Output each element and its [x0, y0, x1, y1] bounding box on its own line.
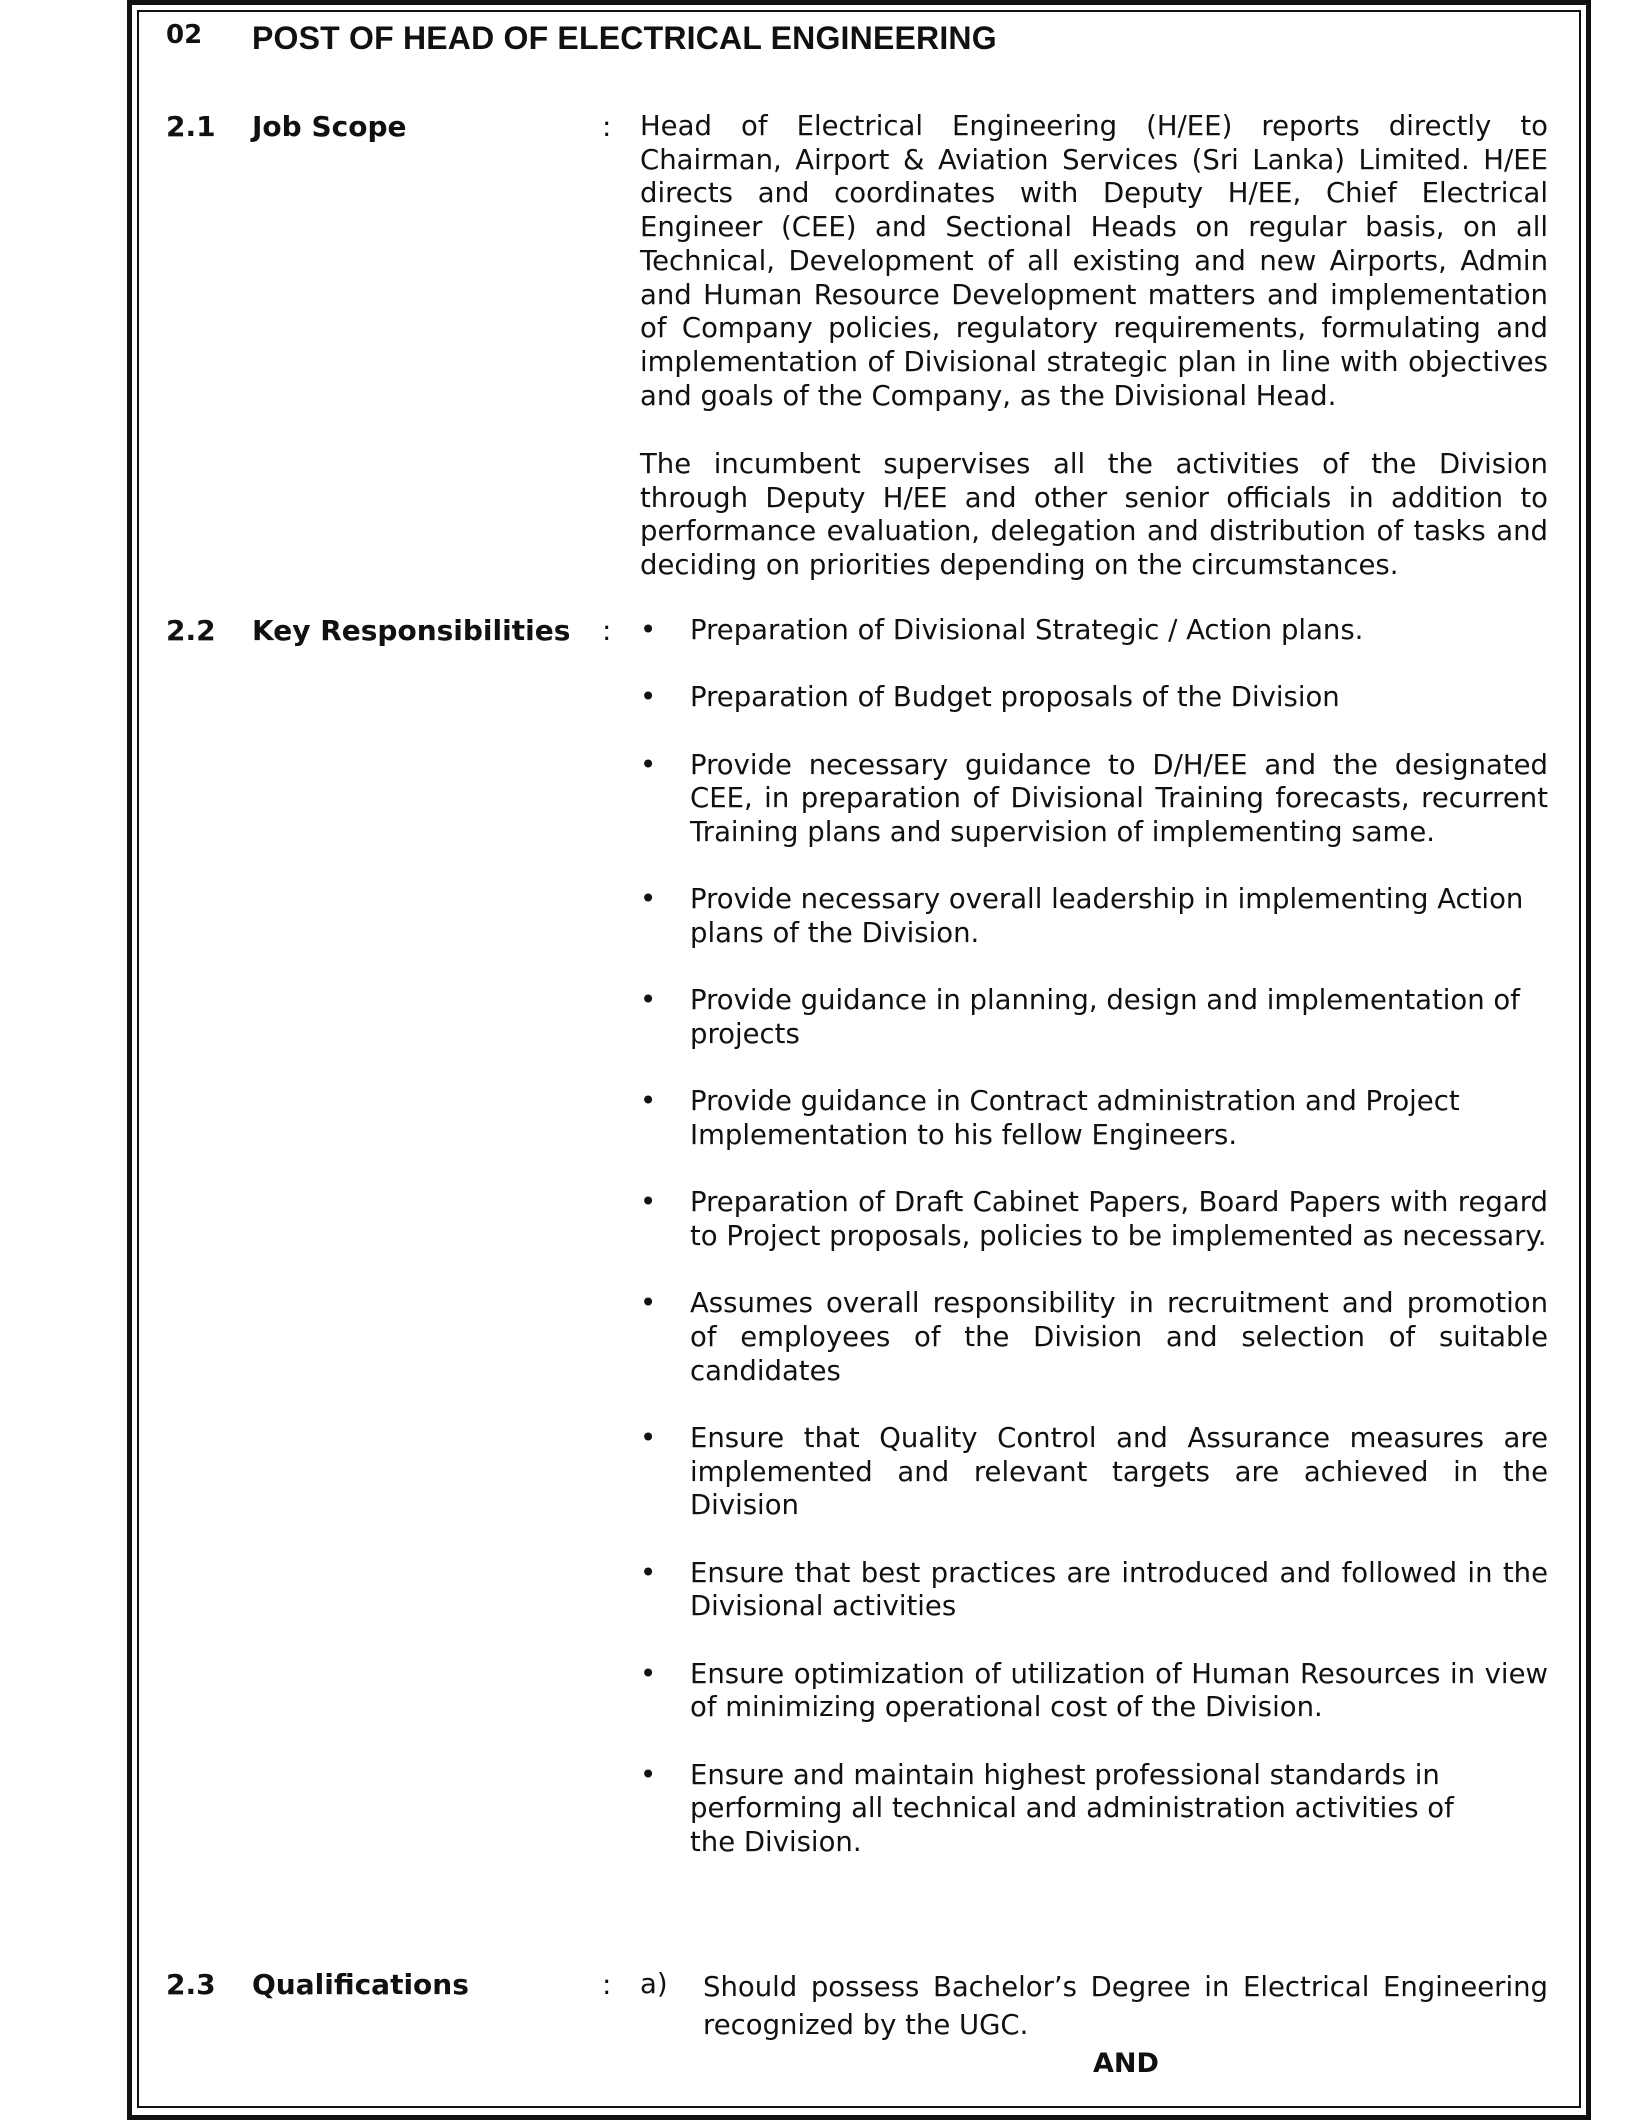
list-item-text: Ensure and maintain highest professional standards in performing all technical and administration activities of the Division. — [690, 1758, 1454, 1859]
list-item — [640, 1658, 1548, 1725]
post-number: 02 — [166, 20, 203, 50]
section-number-job-scope: 2.1 — [166, 110, 216, 143]
list-item — [640, 614, 1548, 648]
bullet-icon: • — [640, 681, 657, 714]
section-number-qualifications: 2.3 — [166, 1968, 216, 2001]
list-item-text: Ensure that best practices are introduced and followed in the Divisional activities — [690, 1556, 1548, 1623]
list-item — [640, 681, 1548, 715]
list-item-text: Preparation of Draft Cabinet Papers, Board Papers with regard to Project proposals, policies to be implemented as necessary. — [690, 1186, 1548, 1252]
section-colon: : — [602, 614, 612, 647]
list-item-text: Provide necessary guidance to D/H/EE and the designated CEE, in preparation of Divisional Training forecasts, recurrent Training plans and supervision of implementing same. — [690, 748, 1548, 848]
bullet-icon: • — [640, 1556, 657, 1589]
bullet-icon: • — [640, 1085, 657, 1118]
list-item — [640, 1759, 1548, 1860]
list-item-text: Ensure that Quality Control and Assurance measures are implemented and relevant targets are achieved in the Division — [690, 1422, 1548, 1522]
qualification-letter: a) — [640, 1968, 668, 2000]
section-label-job-scope: Job Scope — [252, 110, 407, 143]
list-item-text: Provide necessary overall leadership in implementing Action plans of the Division. — [690, 883, 1524, 949]
list-item — [640, 1085, 1548, 1152]
job-scope-paragraph-2: The incumbent supervises all the activities of the Division through Deputy H/EE and other senior officials in addition to performance evaluation, delegation and distribution of tasks and deciding on priorities depending on the circumstances. — [640, 448, 1548, 582]
job-scope-paragraph-1: Head of Electrical Engineering (H/EE) reports directly to Chairman, Airport & Aviation Services (Sri Lanka) Limited. H/EE directs and coordinates with Deputy H/EE, Chief Electrical Engineer (CEE) and Sectional Heads on regular basis, on all Technical, Development of all existing and new Airports, Admin and Human Resource Development matters and implementation of Company policies, regulatory requirements, formulating and implementation of Divisional strategic plan in line with objectives and goals of the Company, as the Divisional Head. — [640, 110, 1548, 412]
bullet-icon: • — [640, 883, 657, 916]
bullet-icon: • — [640, 1657, 657, 1690]
list-item-text: Preparation of Divisional Strategic / Action plans. — [690, 614, 1364, 646]
list-item-text: Ensure optimization of utilization of Human Resources in view of minimizing operational cost of the Division. — [690, 1657, 1548, 1724]
list-item-text: Provide guidance in planning, design and implementation of projects — [690, 984, 1520, 1050]
list-item — [640, 749, 1548, 850]
list-item-text: Assumes overall responsibility in recruitment and promotion of employees of the Division and selection of suitable candidates — [690, 1287, 1548, 1387]
bullet-icon: • — [640, 1186, 657, 1219]
bullet-icon: • — [640, 1287, 657, 1320]
section-label-key-responsibilities: Key Responsibilities — [252, 614, 571, 647]
list-item — [640, 883, 1548, 950]
list-item — [640, 1422, 1548, 1523]
list-item-text: Provide guidance in Contract administration and Project Implementation to his fellow Engineers. — [690, 1085, 1460, 1151]
responsibilities-list — [640, 614, 1548, 1893]
bullet-icon: • — [640, 748, 657, 781]
list-item — [640, 984, 1548, 1051]
list-item — [640, 1186, 1548, 1253]
section-label-qualifications: Qualifications — [252, 1968, 469, 2001]
section-colon: : — [602, 1968, 612, 2001]
section-colon: : — [602, 110, 612, 143]
bullet-icon: • — [640, 1758, 657, 1791]
bullet-icon: • — [640, 984, 657, 1017]
conjunction-and: AND — [1093, 2048, 1159, 2079]
list-item — [640, 1557, 1548, 1624]
bullet-icon: • — [640, 1422, 657, 1454]
list-item-text: Preparation of Budget proposals of the Division — [690, 681, 1340, 714]
page-title: POST OF HEAD OF ELECTRICAL ENGINEERING — [252, 20, 997, 56]
list-item — [640, 1287, 1548, 1388]
bullet-icon: • — [640, 614, 657, 646]
qualification-text: Should possess Bachelor’s Degree in Electrical Engineering recognized by the UGC. — [703, 1971, 1548, 2041]
section-number-key-responsibilities: 2.2 — [166, 614, 216, 647]
